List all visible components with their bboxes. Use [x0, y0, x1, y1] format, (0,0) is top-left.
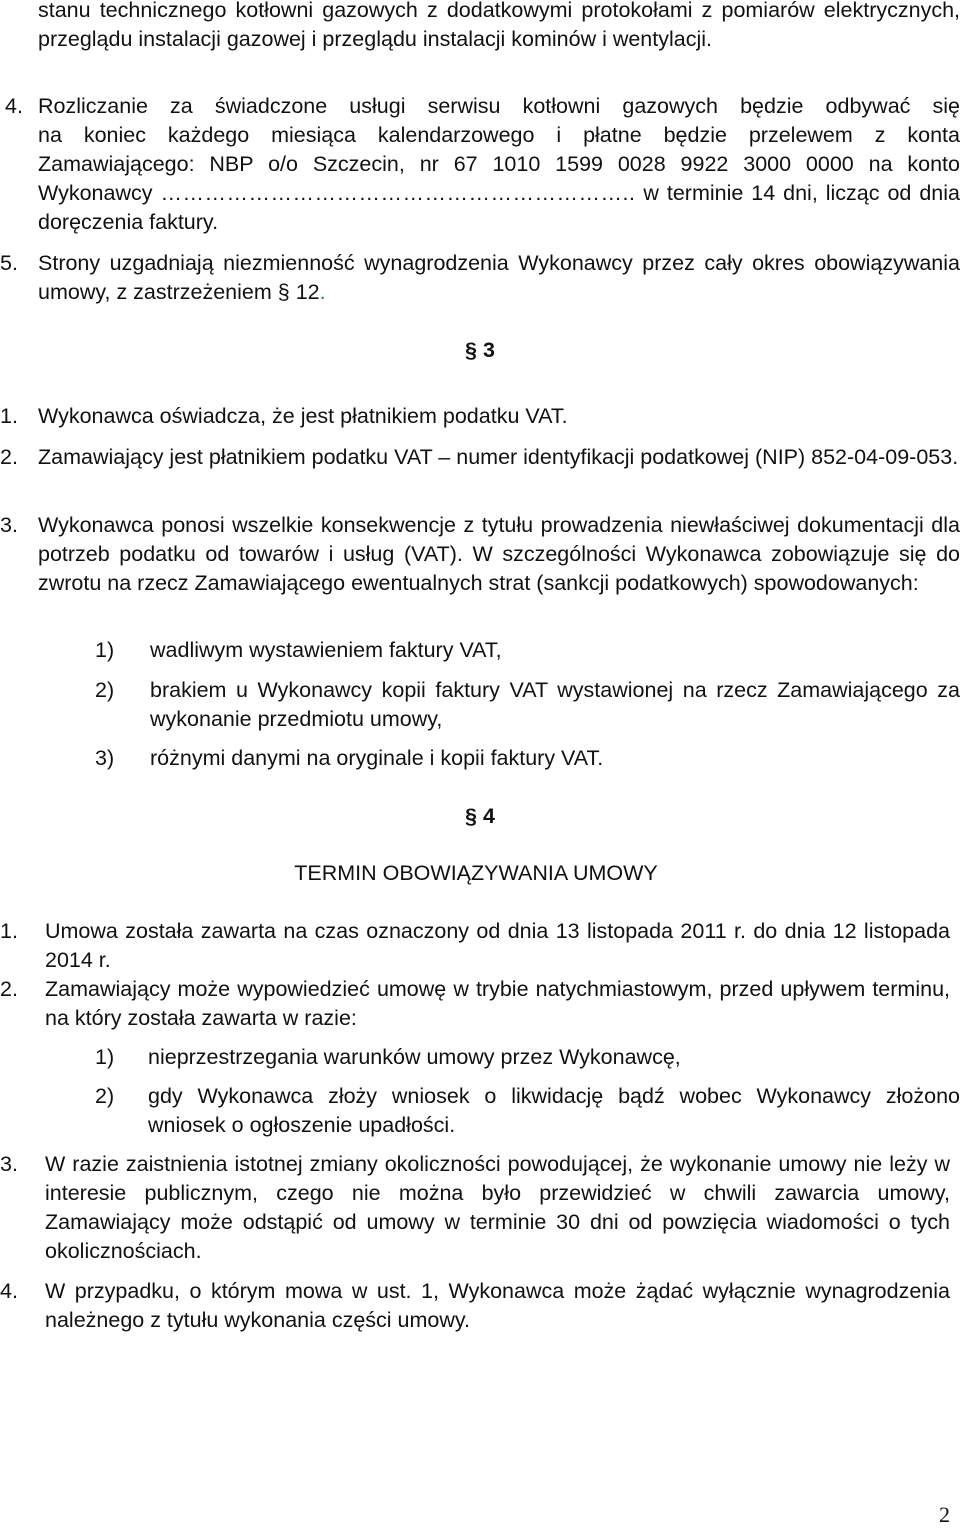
item-number: 3. [0, 513, 18, 537]
item-text: Zamawiający jest płatnikiem podatku VAT – numer identyfikacji podatkowej (NIP) 852-04-09-053. [38, 445, 959, 469]
subitem-text: gdy Wykonawca złoży wniosek o likwidację bądź wobec Wykonawcy złożono wniosek o ogłoszenie upadłości. [148, 1084, 960, 1137]
subitem-text: nieprzestrzegania warunków umowy przez Wykonawcę, [148, 1045, 681, 1069]
subitem-number: 3) [95, 746, 115, 770]
item-text: Zamawiający może wypowiedzieć umowę w trybie natychmiastowym, przed upływem terminu, na który została zawarta w razie: [45, 977, 950, 1030]
subitem-text: brakiem u Wykonawcy kopii faktury VAT wystawionej na rzecz Zamawiającego za wykonanie przedmiotu umowy, [150, 678, 960, 731]
item-number: 2. [0, 977, 18, 1001]
item-number: 3. [0, 1152, 18, 1176]
paragraph-4-tail: w terminie 14 dni, licząc od dnia doręczenia faktury. [38, 181, 960, 234]
subitem-number: 2) [95, 1084, 115, 1108]
section-reference: § 12 [277, 280, 320, 304]
item-text: Wykonawca ponosi wszelkie konsekwencje z tytułu prowadzenia niewłaściwej dokumentacji dla potrzeb podatku od towarów i usług (VAT). W szczególności Wykonawca zobowiązuje się do zwrotu na rzecz Zamawiającego ewentualnych strat (sankcji podatkowych) spowodowanych: [38, 513, 960, 595]
paragraph-4-body [38, 121, 960, 237]
subitem-number: 1) [95, 1045, 115, 1069]
item-text: Wykonawca oświadcza, że jest płatnikiem podatku VAT. [38, 404, 568, 428]
item-text: W przypadku, o którym mowa w ust. 1, Wykonawca może żądać wyłącznie wynagrodzenia należnego z tytułu wykonania części umowy. [45, 1279, 950, 1332]
section-4-title: § 4 [465, 804, 495, 828]
paragraph-number: 5. [0, 251, 18, 275]
page-number: 2 [939, 1502, 950, 1527]
subitem-text: różnymi danymi na oryginale i kopii faktury VAT. [150, 746, 604, 770]
account-placeholder-dots: ……………………………………………………….. [160, 181, 636, 205]
item-number: 1. [0, 404, 18, 428]
item-text: Umowa została zawarta na czas oznaczony od dnia 13 listopada 2011 r. do dnia 12 listopada 2014 r. [45, 919, 950, 972]
paragraph-number: 4. [5, 94, 23, 118]
subitem-number: 1) [95, 638, 115, 662]
paragraph-5-body [38, 249, 960, 307]
trailing-dot: . [319, 280, 326, 304]
paragraph-5-text: Strony uzgadniają niezmienność wynagrodzenia Wykonawcy przez cały okres obowiązywania umowy, z zastrzeżeniem [38, 251, 960, 304]
item-text: W razie zaistnienia istotnej zmiany okoliczności powodującej, że wykonanie umowy nie leży w interesie publicznym, czego nie można było przewidzieć w chwili zawarcia umowy, Zamawiający może odstąpić od umowy w terminie 30 dni od powzięcia wiadomości o tych okolicznościach. [45, 1152, 950, 1263]
item-number: 2. [0, 445, 18, 469]
paragraph-4-first-line: Rozliczanie za świadczone usługi serwisu kotłowni gazowych będzie odbywać się [38, 94, 960, 118]
section-4-heading: TERMIN OBOWIĄZYWANIA UMOWY [294, 861, 658, 885]
subitem-number: 2) [95, 678, 115, 702]
subitem-text: wadliwym wystawieniem faktury VAT, [150, 638, 502, 662]
item-number: 1. [0, 919, 18, 943]
paragraph-4-text: na koniec każdego miesiąca kalendarzowego i płatne będzie przelewem z konta Zamawiającego: NBP o/o Szczecin, nr 67 1010 1599 0028 9922 3000 0000 na konto Wykonawcy [38, 123, 960, 205]
continuation-paragraph: stanu technicznego kotłowni gazowych z dodatkowymi protokołami z pomiarów elektrycznych, przeglądu instalacji gazowej i przeglądu instalacji kominów i wentylacji. [38, 0, 960, 51]
section-3-title: § 3 [465, 338, 495, 362]
item-number: 4. [0, 1279, 18, 1303]
